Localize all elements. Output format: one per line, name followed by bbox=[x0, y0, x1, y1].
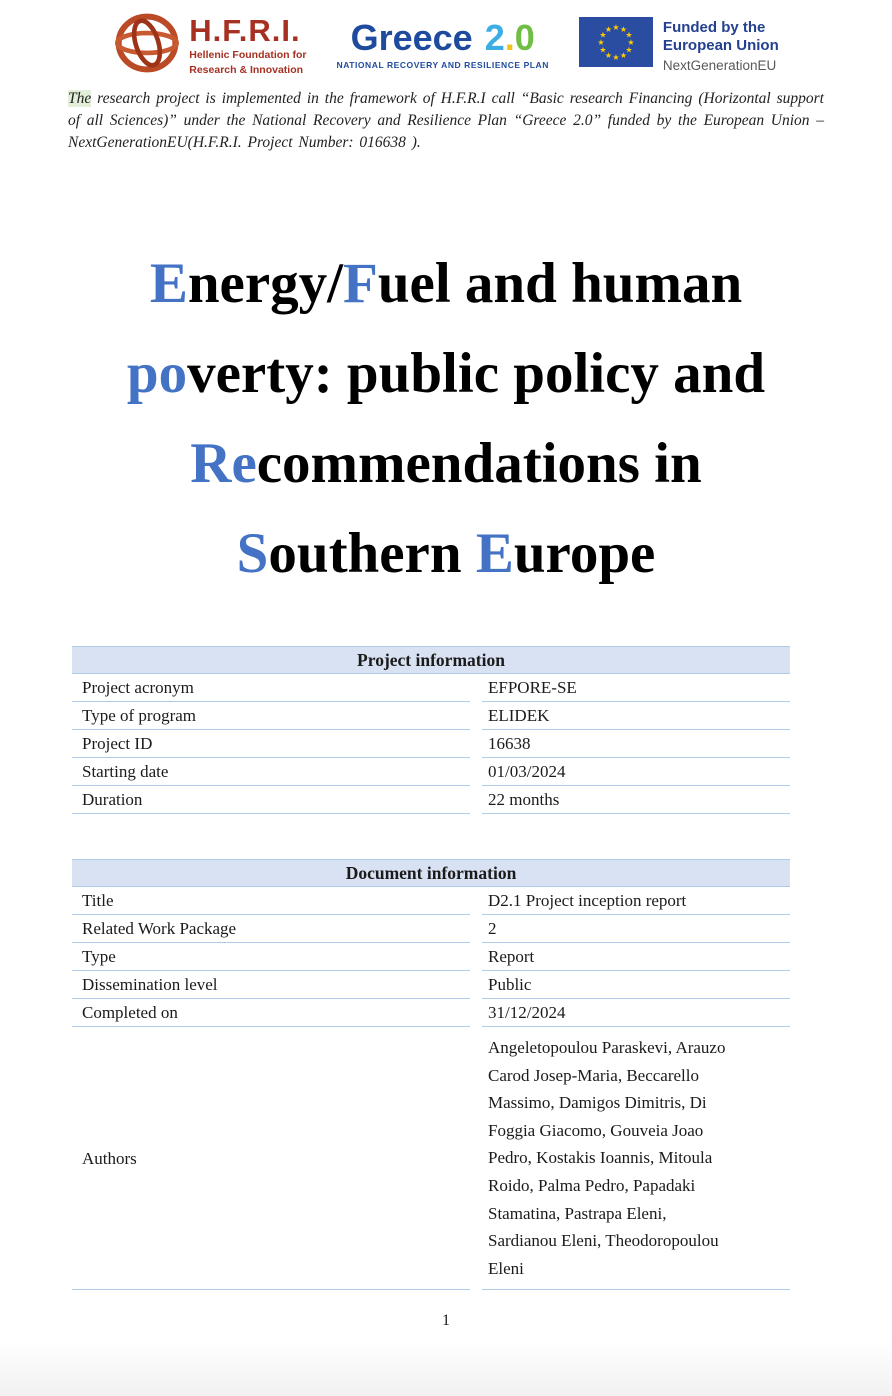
row-value: 01/03/2024 bbox=[482, 758, 790, 786]
title-segment: F bbox=[343, 252, 378, 315]
row-label: Type bbox=[72, 943, 470, 971]
hfri-subtitle-line2: Research & Innovation bbox=[189, 63, 304, 76]
table-row-authors bbox=[72, 1027, 790, 1290]
row-value: 16638 bbox=[482, 730, 790, 758]
table-row bbox=[72, 786, 790, 814]
title-segment: verty: public policy and bbox=[187, 342, 766, 405]
title-segment: po bbox=[126, 342, 188, 405]
header-logo-strip bbox=[0, 10, 892, 80]
table-row bbox=[72, 758, 790, 786]
document-information-table bbox=[72, 859, 790, 1290]
document-title bbox=[0, 239, 892, 599]
eu-funded-line1: Funded by the bbox=[662, 19, 766, 36]
title-segment: outhern bbox=[268, 522, 476, 585]
svg-text:★: ★ bbox=[604, 25, 612, 34]
hfri-logo-text bbox=[189, 12, 307, 76]
row-label: Type of program bbox=[72, 702, 470, 730]
svg-text:★: ★ bbox=[625, 30, 633, 40]
row-label: Project ID bbox=[72, 730, 470, 758]
eu-logo-text bbox=[663, 19, 779, 73]
project-information-table bbox=[72, 646, 790, 814]
svg-text:★: ★ bbox=[619, 25, 627, 34]
svg-text:★: ★ bbox=[612, 23, 620, 32]
eu-funding-logo bbox=[579, 17, 779, 73]
authors-list: Angeletopoulou Paraskevi, Arauzo Carod Josep-Maria, Beccarello Massimo, Damigos Dimitris, Di Foggia Giacomo, Gouveia Joao Pedro, Kostakis Ioannis, Mitoula Roido, Palma Pedro, Papadaki Stamatina, Pastrapa Eleni, Sardianou Eleni, Theodoropoulou Eleni bbox=[488, 1038, 726, 1278]
title-segment: urope bbox=[513, 522, 656, 585]
svg-text:★: ★ bbox=[612, 53, 620, 62]
title-segment: E bbox=[475, 522, 514, 585]
table-row bbox=[72, 730, 790, 758]
table-row bbox=[72, 999, 790, 1027]
disclaimer-highlighted-word: The bbox=[68, 90, 92, 107]
svg-text:★: ★ bbox=[599, 45, 607, 55]
svg-text:★: ★ bbox=[627, 38, 635, 47]
row-value: Public bbox=[482, 971, 790, 999]
title-segment: Re bbox=[190, 432, 257, 495]
row-label: Project acronym bbox=[72, 674, 470, 702]
eu-flag-icon bbox=[579, 17, 653, 72]
title-line-3 bbox=[0, 419, 892, 509]
hfri-logo bbox=[113, 10, 306, 81]
eu-nextgeneration-label: NextGenerationEU bbox=[662, 58, 777, 73]
row-value: 22 months bbox=[482, 786, 790, 814]
disclaimer-text: research project is implemented in the framework of H.F.R.I call “Basic research Financing (Horizontal support of all Sciences)” under the National Recovery and Resilience Plan “Greece 2.0” funded by the European Union –NextGenerationEU(H.F.R.I. Project Number: 016638 ). bbox=[68, 90, 824, 151]
row-value: 31/12/2024 bbox=[482, 999, 790, 1027]
table-row bbox=[72, 943, 790, 971]
greece-digit-0: 0 bbox=[514, 17, 535, 59]
funding-disclaimer bbox=[68, 88, 824, 154]
svg-text:★: ★ bbox=[604, 51, 612, 60]
greece-digit-2: 2 bbox=[484, 17, 505, 59]
svg-text:★: ★ bbox=[597, 38, 605, 47]
greece-2-0-logo bbox=[336, 17, 549, 71]
row-value: D2.1 Project inception report bbox=[482, 887, 790, 915]
title-segment: commendations in bbox=[256, 432, 702, 495]
row-value: EFPORE-SE bbox=[482, 674, 790, 702]
title-segment: S bbox=[236, 522, 269, 585]
row-label: Dissemination level bbox=[72, 971, 470, 999]
page-bottom-shadow bbox=[0, 1340, 892, 1396]
table-row bbox=[72, 971, 790, 999]
row-label: Authors bbox=[72, 1027, 470, 1290]
row-label: Starting date bbox=[72, 758, 470, 786]
page-number: 1 bbox=[442, 1312, 450, 1330]
title-line-4 bbox=[0, 509, 892, 599]
document-table-header: Document information bbox=[72, 859, 790, 887]
row-value: Report bbox=[482, 943, 790, 971]
table-row bbox=[72, 674, 790, 702]
project-table-header: Project information bbox=[72, 646, 790, 674]
title-segment: E bbox=[149, 252, 188, 315]
row-label: Completed on bbox=[72, 999, 470, 1027]
title-line-2 bbox=[0, 329, 892, 419]
svg-text:★: ★ bbox=[625, 45, 633, 55]
table-row bbox=[72, 887, 790, 915]
table-row bbox=[72, 702, 790, 730]
hfri-emblem-icon bbox=[113, 10, 181, 81]
svg-text:★: ★ bbox=[599, 30, 607, 40]
row-value bbox=[482, 1027, 790, 1290]
eu-funded-line2: European Union bbox=[662, 37, 779, 54]
title-segment: uel and human bbox=[377, 252, 743, 315]
row-value: 2 bbox=[482, 915, 790, 943]
svg-text:★: ★ bbox=[619, 51, 627, 60]
greece-tagline: NATIONAL RECOVERY AND RESILIENCE PLAN bbox=[336, 60, 549, 71]
title-segment: nergy/ bbox=[187, 252, 343, 315]
table-row bbox=[72, 915, 790, 943]
greece-2-0-wordmark bbox=[350, 17, 535, 59]
row-label: Title bbox=[72, 887, 470, 915]
hfri-subtitle-line1: Hellenic Foundation for bbox=[189, 48, 307, 61]
greece-dot: . bbox=[504, 17, 515, 59]
hfri-acronym: H.F.R.I. bbox=[189, 12, 301, 48]
row-label: Duration bbox=[72, 786, 470, 814]
row-value: ELIDEK bbox=[482, 702, 790, 730]
greece-word: Greece bbox=[350, 17, 473, 59]
title-line-1 bbox=[0, 239, 892, 329]
row-label: Related Work Package bbox=[72, 915, 470, 943]
